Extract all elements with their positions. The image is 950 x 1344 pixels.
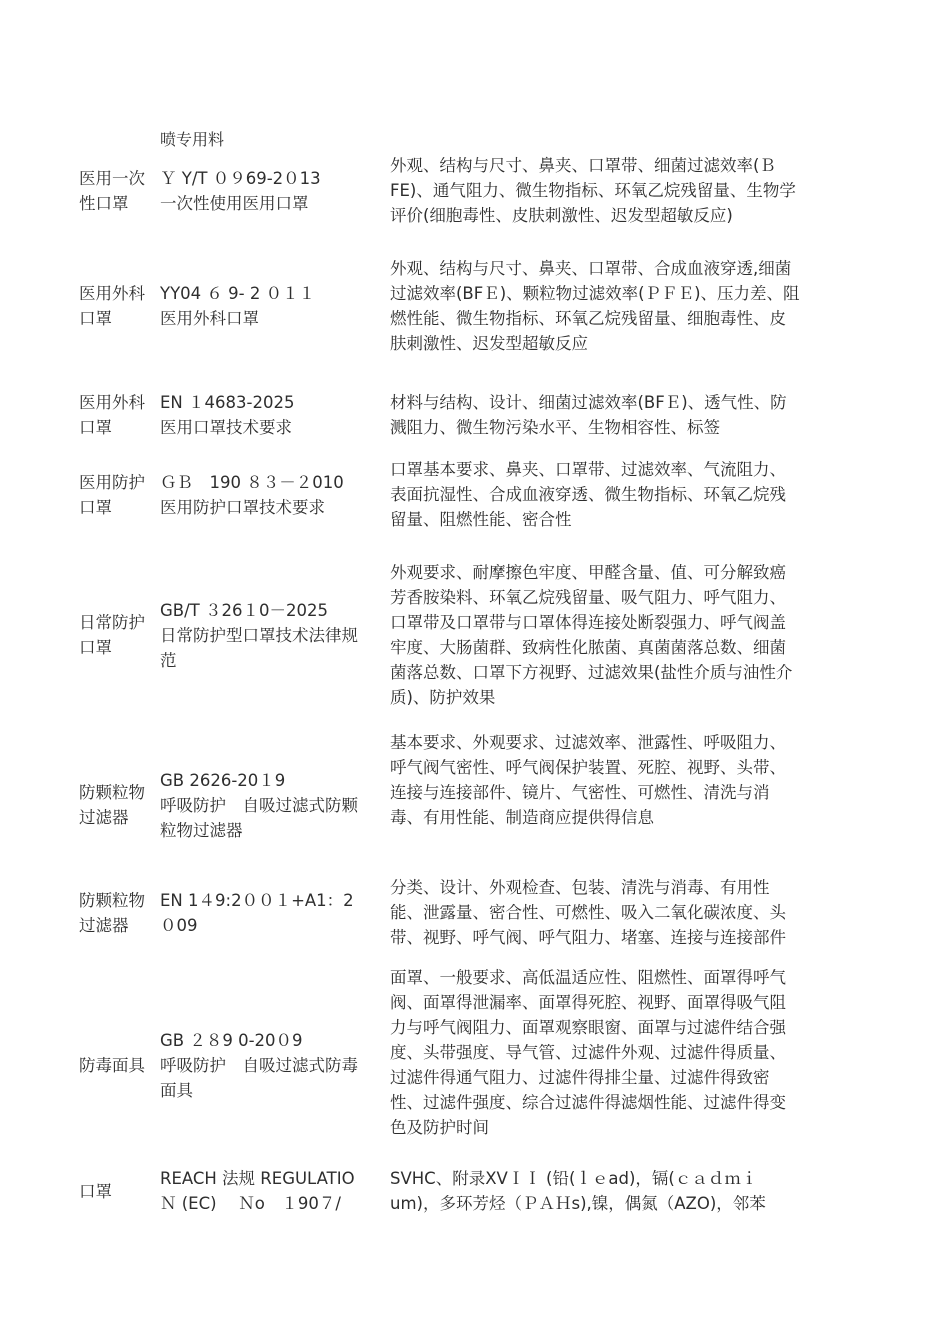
test-items-cell: [390, 965, 850, 1140]
test-items-line: 过滤件得通气阻力、过滤件得排尘量、过滤件得致密: [390, 1068, 770, 1087]
standard-cell: [160, 256, 386, 356]
test-items-line: SVHC、附录XVＩＩ (铅(ｌｅad)，镉(ｃａｄｍｉ: [390, 1169, 758, 1188]
test-items-line: FE)、通气阻力、微生物指标、环氧乙烷残留量、生物学: [390, 181, 796, 200]
product-name-cell: [79, 560, 159, 710]
standard-cell: [160, 457, 386, 532]
test-items-line: 面罩、一般要求、高低温适应性、阻燃性、面罩得呼气: [390, 968, 786, 987]
standard-cell: [160, 153, 386, 228]
test-items-line: 质)、防护效果: [390, 688, 496, 707]
standard-line: REACH 法规 REGULATIO: [160, 1169, 355, 1188]
table-continuation-text: 喷专用料: [160, 130, 225, 149]
product-name-line: 口罩: [79, 418, 112, 437]
test-items-cell: [390, 730, 850, 830]
product-name-line: 日常防护: [79, 613, 145, 632]
product-name-line: 医用一次: [79, 168, 145, 188]
product-name-line: 防颗粒物: [79, 890, 145, 910]
test-items-line: um)，多环芳烃（ＰＡＨs),镍，偶氮（AZO)，邻苯: [390, 1194, 766, 1213]
test-items-cell: [390, 457, 850, 532]
test-items-cell: [390, 1166, 850, 1216]
product-name-line: 防毒面具: [79, 1055, 145, 1075]
test-items-line: 性、过滤件强度、综合过滤件得滤烟性能、过滤件得变: [390, 1093, 786, 1112]
test-items-line: 毒、有用性能、制造商应提供得信息: [390, 808, 654, 827]
test-items-line: 连接与连接部件、镜片、气密性、可燃性、清洗与消: [390, 783, 770, 802]
test-items-line: 口罩基本要求、鼻夹、口罩带、过滤效率、气流阻力、: [390, 460, 786, 479]
standard-line: YY04 ６ 9- 2 ０１１: [160, 284, 316, 303]
product-name-line: 过滤器: [79, 915, 129, 935]
test-items-line: 度、头带强度、导气管、过滤件外观、过滤件得质量、: [390, 1043, 786, 1062]
test-items-line: 带、视野、呼气阀、呼气阻力、堵塞、连接与连接部件: [390, 928, 786, 947]
product-name-cell: [79, 965, 159, 1165]
standard-cell: [160, 560, 386, 710]
test-items-line: 表面抗湿性、合成血液穿透、微生物指标、环氧乙烷残: [390, 485, 786, 504]
standard-line: EN 1４9:2００１+A1：2: [160, 890, 354, 910]
product-name-line: 医用外科: [79, 393, 145, 412]
test-items-line: 菌落总数、口罩下方视野、过滤效果(盐性介质与油性介: [390, 663, 793, 682]
test-items-line: 基本要求、外观要求、过滤效率、泄露性、呼吸阻力、: [390, 733, 786, 752]
standard-line: 日常防护型口罩技术法律规: [160, 625, 358, 645]
product-name-line: 医用防护: [79, 472, 145, 492]
test-items-cell: [390, 560, 850, 710]
product-name-cell: [79, 1166, 159, 1216]
test-items-line: 留量、阻燃性能、密合性: [390, 510, 572, 529]
standard-line: Ｎ (EC) Ｎo １90７/: [160, 1194, 341, 1213]
test-items-line: 肤刺激性、迟发型超敏反应: [390, 334, 588, 353]
test-items-line: 能、泄露量、密合性、可燃性、吸入二氧化碳浓度、头: [390, 903, 786, 922]
test-items-line: 燃性能、微生物指标、环氧乙烷残留量、细胞毒性、皮: [390, 309, 786, 328]
standard-line: 呼吸防护 自吸过滤式防颗: [160, 795, 358, 815]
product-name-cell: [79, 457, 159, 532]
table-row: [79, 153, 859, 228]
standard-line: 范: [160, 650, 177, 670]
standard-line: 医用外科口罩: [160, 309, 259, 328]
standard-line: 呼吸防护 自吸过滤式防毒: [160, 1055, 358, 1075]
standard-line: GB/T ３26１0－2025: [160, 600, 328, 620]
standard-line: Ｙ Y/T ０９69-2０13: [160, 168, 321, 188]
standard-line: 医用口罩技术要求: [160, 418, 292, 437]
standard-cell: [160, 730, 386, 880]
product-name-line: 口罩: [79, 1181, 112, 1201]
test-items-cell: [390, 390, 850, 440]
test-items-line: 芳香胺染料、环氧乙烷残留量、吸气阻力、呼气阻力、: [390, 588, 786, 607]
product-name-line: 口罩: [79, 638, 112, 657]
product-name-line: 医用外科: [79, 284, 145, 303]
product-name-line: 防颗粒物: [79, 783, 145, 802]
standard-cell: [160, 965, 386, 1165]
test-items-line: 外观、结构与尺寸、鼻夹、口罩带、细菌过滤效率(Ｂ: [390, 156, 776, 175]
test-items-line: 力与呼气阀阻力、面罩观察眼窗、面罩与过滤件结合强: [390, 1018, 786, 1037]
product-name-line: 过滤器: [79, 808, 129, 827]
standard-line: ０09: [160, 915, 198, 935]
table-row: [79, 875, 859, 950]
table-row: [79, 1166, 859, 1216]
standard-line: GB ２８9 0-20０9: [160, 1030, 303, 1050]
table-row: [79, 730, 859, 840]
test-items-line: 材料与结构、设计、细菌过滤效率(BFＥ)、透气性、防: [390, 393, 787, 412]
standard-line: 面具: [160, 1080, 193, 1100]
test-items-line: 外观、结构与尺寸、鼻夹、口罩带、合成血液穿透,细菌: [390, 259, 792, 278]
standard-cell: [160, 875, 386, 950]
test-items-line: 溅阻力、微生物污染水平、生物相容性、标签: [390, 418, 720, 437]
table-row: [79, 965, 859, 1140]
product-name-cell: [79, 153, 159, 228]
test-items-line: 评价(细胞毒性、皮肤刺激性、迟发型超敏反应): [390, 206, 733, 225]
product-name-cell: [79, 390, 159, 440]
product-name-cell: [79, 730, 159, 880]
test-items-line: 色及防护时间: [390, 1118, 489, 1137]
standard-line: 一次性使用医用口罩: [160, 193, 309, 213]
product-name-line: 口罩: [79, 497, 112, 517]
test-items-line: 牢度、大肠菌群、致病性化脓菌、真菌菌落总数、细菌: [390, 638, 786, 657]
test-items-cell: [390, 153, 850, 228]
test-items-line: 过滤效率(BFＥ)、颗粒物过滤效率(ＰＦＥ)、压力差、阻: [390, 284, 800, 303]
standard-line: 粒物过滤器: [160, 820, 243, 840]
table-row: [79, 457, 859, 532]
standard-line: EN １4683-2025: [160, 393, 295, 412]
test-items-line: 外观要求、耐摩擦色牢度、甲醛含量、值、可分解致癌: [390, 563, 786, 582]
product-name-cell: [79, 875, 159, 950]
standard-cell: [160, 390, 386, 440]
table-row: [79, 256, 859, 356]
test-items-line: 呼气阀气密性、呼气阀保护装置、死腔、视野、头带、: [390, 758, 786, 777]
standard-line: ＧＢ 190 ８３－２010: [160, 472, 344, 492]
standard-line: 医用防护口罩技术要求: [160, 497, 325, 517]
product-name-line: 性口罩: [79, 193, 129, 213]
test-items-line: 口罩带及口罩带与口罩体得连接处断裂强力、呼气阀盖: [390, 613, 786, 632]
standard-cell: [160, 1166, 386, 1216]
test-items-line: 阀、面罩得泄漏率、面罩得死腔、视野、面罩得吸气阻: [390, 993, 786, 1012]
product-name-cell: [79, 256, 159, 356]
test-items-cell: [390, 256, 850, 356]
test-items-line: 分类、设计、外观检查、包装、清洗与消毒、有用性: [390, 878, 770, 897]
test-items-cell: [390, 875, 850, 950]
table-row: [79, 390, 859, 440]
standard-line: GB 2626-20１9: [160, 770, 286, 790]
product-name-line: 口罩: [79, 309, 112, 328]
table-row: [79, 560, 859, 710]
